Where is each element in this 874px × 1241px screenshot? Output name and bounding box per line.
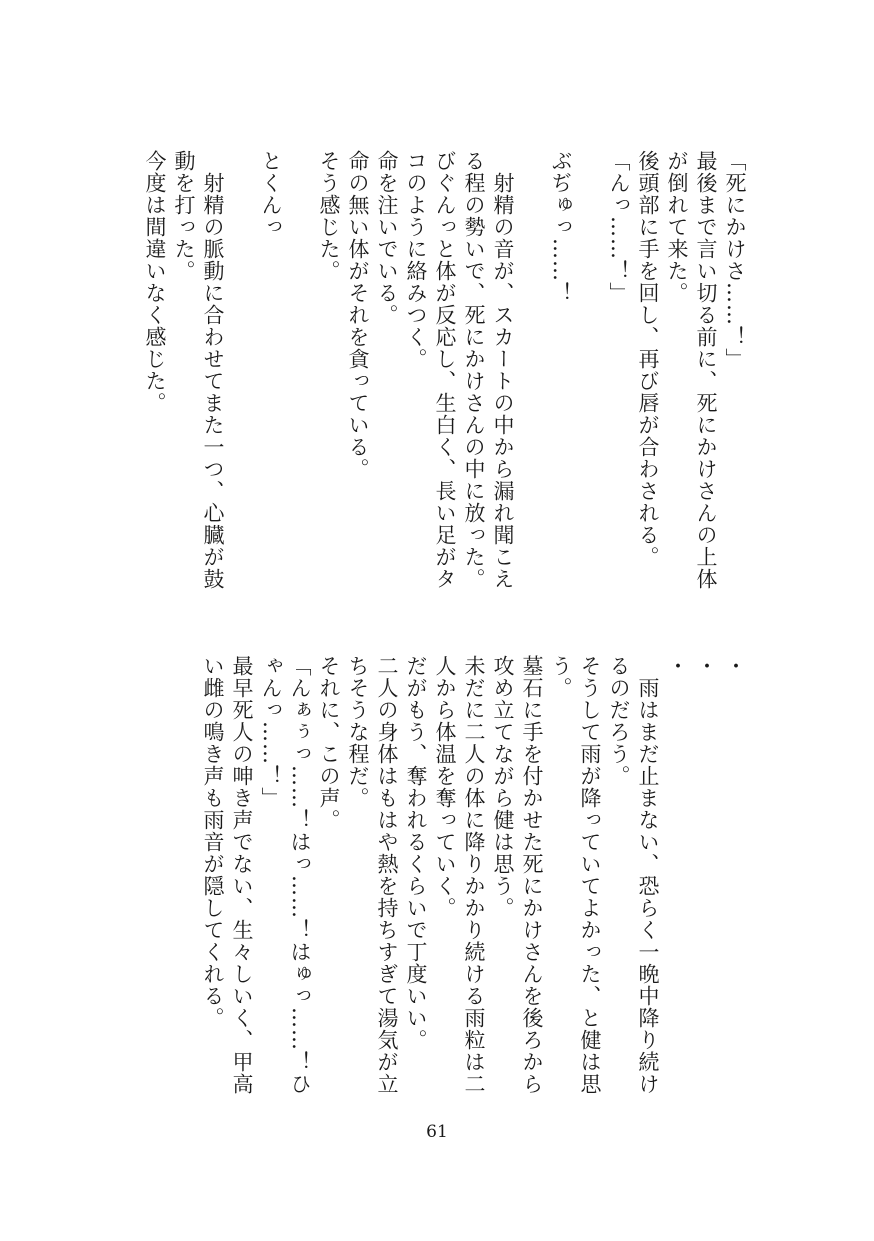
- text-line: 射精の音が、スカートの中から漏れ聞こえる程の勢いで、死にかけさんの中に放った。: [462, 150, 515, 590]
- text-line: 後頭部に手を回し、再び唇が合わされる。: [636, 150, 660, 568]
- text-line: だがもう、奪われるくらいで丁度いい。: [404, 655, 428, 1051]
- text-line: [227, 150, 256, 605]
- text-line: それに、この声。: [317, 655, 341, 831]
- text-line: [285, 150, 314, 605]
- text-line: [517, 150, 546, 605]
- text-line: そうして雨が降っていてよかった、と健は思う。: [549, 655, 602, 1095]
- text-line: とくんっ: [259, 150, 283, 238]
- text-line: 命を注いでいる。: [375, 150, 399, 326]
- text-line: 射精の脈動に合わせてまた一つ、心臓が鼓動を打った。: [172, 150, 225, 590]
- text-line: 「んぁぅっ……！はっ……！はゅっ……！ひゃんっ……！」: [259, 655, 312, 1095]
- text-line: 命の無い体がそれを貪っている。: [346, 150, 370, 480]
- text-line: ぶぢゅっ……！: [549, 150, 573, 304]
- page-number: 61: [426, 1122, 448, 1142]
- text-line: 「死にかけさ……！」: [723, 150, 747, 370]
- text-line: [575, 150, 604, 605]
- text-line: ・: [694, 655, 718, 677]
- lower-text-block: [129, 655, 749, 1110]
- upper-text-block: [129, 150, 749, 605]
- text-line: 最後まで言い切る前に、死にかけさんの上体が倒れて来た。: [665, 150, 718, 590]
- text-line: 雨はまだ止まない、恐らく一晩中降り続けるのだろう。: [607, 655, 660, 1095]
- text-line: 最早死人の呻き声でない、生々しいく、甲高い雌の鳴き声も雨音が隠してくれる。: [201, 655, 254, 1095]
- text-line: 墓石に手を付かせた死にかけさんを後ろから攻め立てながら健は思う。: [491, 655, 544, 1095]
- text-line: びぐんっと体が反応し、生白く、長い足がタコのように絡みつく。: [404, 150, 457, 590]
- text-line: 二人の身体はもはや熱を持ちすぎて湯気が立ちそうな程だ。: [346, 655, 399, 1095]
- text-line: 「んっ……！」: [607, 150, 631, 304]
- text-line: そう感じた。: [317, 150, 341, 282]
- text-line: 今度は間違いなく感じた。: [143, 150, 167, 414]
- text-line: ・: [665, 655, 689, 677]
- text-line: 未だに二人の体に降りかかり続ける雨粒は二人から体温を奪っていく。: [433, 655, 486, 1095]
- text-line: ・: [723, 655, 747, 677]
